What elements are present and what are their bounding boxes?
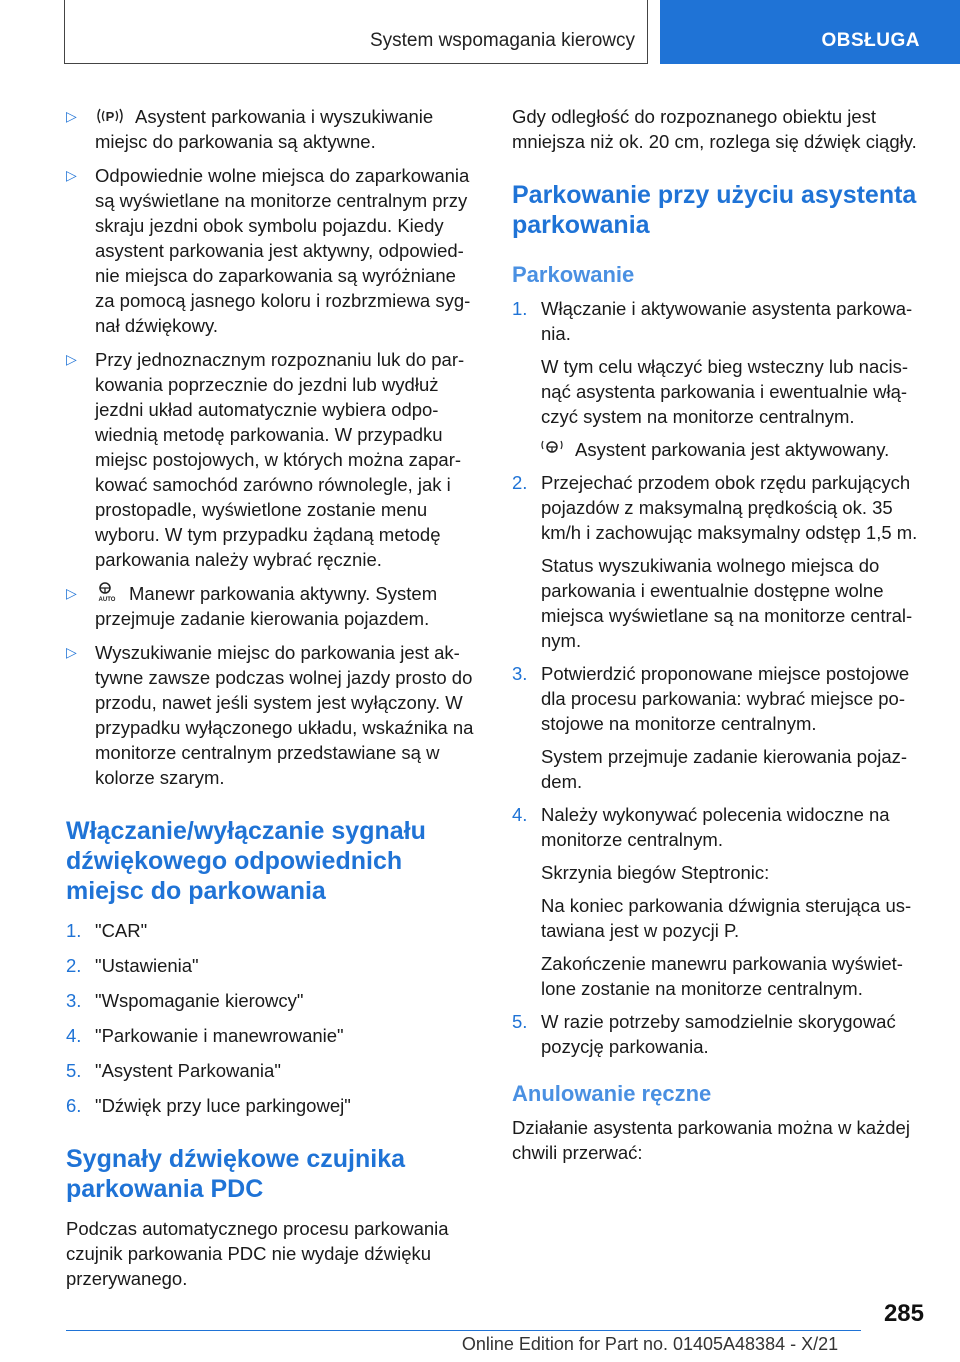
- step-text: System przejmuje zadanie kierowania pojaz-dem.: [541, 746, 908, 792]
- bullet-text: Odpowiednie wolne miejsca do zaparkowania są wyświetlane na monitorze centralnym przy skraju jezdni obok symbolu pojazdu. Kiedy asystent parkowania jest aktywny, odpowied-nie miejsca do zaparkowania są wyróżniane za pomocą jasnego koloru i rozbrzmiewa syg-nał dźwiękowy.: [95, 165, 471, 336]
- step-text: Asystent parkowania jest aktywowany.: [575, 439, 890, 460]
- menu-path-text: "Dźwięk przy luce parkingowej": [95, 1095, 351, 1116]
- step-item: [512, 1009, 930, 1059]
- section-heading: Sygnały dźwiękowe czujnika parkowania PDC: [66, 1145, 406, 1203]
- menu-path-text: "Asystent Parkowania": [95, 1060, 281, 1081]
- paragraph: Gdy odległość do rozpoznanego obiektu jest mniejsza niż ok. 20 cm, rozlega się dźwięk ciągły.: [512, 106, 917, 152]
- header-box: [64, 0, 648, 64]
- step-number: 4.: [66, 1025, 82, 1046]
- paragraph: Podczas automatycznego procesu parkowania czujnik parkowania PDC nie wydaje dźwięku przerywanego.: [66, 1218, 449, 1289]
- footer-edition: [0, 1334, 960, 1355]
- step-number: 2.: [512, 472, 528, 493]
- menu-path-item: [66, 953, 478, 978]
- step-number: 3.: [66, 990, 82, 1011]
- menu-path-item: [66, 1058, 478, 1083]
- page-number: 285: [883, 1300, 924, 1327]
- paragraph: Działanie asystenta parkowania można w każdej chwili przerwać:: [512, 1117, 910, 1163]
- svg-text:P: P: [105, 109, 115, 124]
- bullet-item: [66, 347, 478, 572]
- step-number: 1.: [66, 920, 82, 941]
- step-number: 6.: [66, 1095, 82, 1116]
- left-column: [66, 104, 478, 1291]
- edition-text: Online Edition for Part no. 01405A48384 - X/21: [461, 1334, 839, 1354]
- bullet-triangle-icon: ▷: [66, 167, 77, 183]
- chapter-tab: [660, 0, 960, 64]
- menu-path-item: [66, 1023, 478, 1048]
- step-number: 5.: [66, 1060, 82, 1081]
- bullet-text: Przy jednoznacznym rozpoznaniu luk do par-kowania poprzecznie do jezdni lub wydłuż jezdni układ automatycznie wybiera odpo-wiednią metodę parkowania. W przypadku miejsc postojowych, w których można zapar-kować samochód zarówno równolegle, jak i prostopadle, wyświetlone zostanie menu wyboru. W tym przypadku żądaną metodę parkowania należy wybrać ręcznie.: [95, 349, 465, 570]
- step-text: Zakończenie manewru parkowania wyświet-lone zostanie na monitorze centralnym.: [541, 953, 903, 999]
- subheading: Parkowanie: [512, 262, 635, 287]
- step-text: W razie potrzeby samodzielnie skorygować pozycję parkowania.: [541, 1011, 896, 1057]
- bullet-item: [66, 581, 478, 631]
- step-number: 3.: [512, 663, 528, 684]
- footer-divider: [66, 1330, 861, 1331]
- step-text: W tym celu włączyć bieg wsteczny lub nacis-nąć asystenta parkowania i ewentualnie włą-czyć system na monitorze centralnym.: [541, 356, 909, 427]
- step-item: [512, 802, 930, 1001]
- svg-text:AUTO: AUTO: [98, 597, 116, 603]
- section-heading: Włączanie/wyłączanie sygnału dźwiękowego odpowiednich miejsc do parkowania: [66, 817, 426, 905]
- bullet-text: Wyszukiwanie miejsc do parkowania jest ak-tywne zawsze podczas wolnej jazdy prosto do przodu, nawet jeśli system jest wyłączony. W przypadku wyłączonego układu, wskaźnika na monitorze centralnym przedstawiane są w kolorze szarym.: [95, 642, 474, 788]
- menu-path-item: [66, 988, 478, 1013]
- step-number: 4.: [512, 804, 528, 825]
- bullet-triangle-icon: ▷: [66, 351, 77, 367]
- step-text: Potwierdzić proponowane miejsce postojowe dla procesu parkowania: wybrać miejsce po-stojowe na monitorze centralnym.: [541, 663, 910, 734]
- steering-auto-icon: [95, 581, 119, 603]
- menu-path-text: "Wspomaganie kierowcy": [95, 990, 304, 1011]
- step-text: Przejechać przodem obok rzędu parkujących pojazdów z maksymalną prędkością ok. 35 km/h i zachowując maksymalny odstęp 1,5 m.: [541, 472, 918, 543]
- right-column: [512, 104, 930, 1165]
- menu-path-text: "Parkowanie i manewrowanie": [95, 1025, 344, 1046]
- step-text: Status wyszukiwania wolnego miejsca do parkowania i ewentualnie dostępne wolne miejsca wyświetlane są na monitorze central-nym.: [541, 555, 913, 651]
- step-text: Należy wykonywać polecenia widoczne na monitorze centralnym.: [541, 804, 890, 850]
- bullet-triangle-icon: ▷: [66, 585, 77, 601]
- parking-assistant-icon: [95, 106, 125, 126]
- bullet-triangle-icon: ▷: [66, 108, 77, 124]
- parking-assistant-active-icon: [541, 439, 565, 459]
- bullet-triangle-icon: ▷: [66, 644, 77, 660]
- step-item: [512, 661, 930, 794]
- bullet-item: [66, 640, 478, 790]
- step-number: 5.: [512, 1011, 528, 1032]
- step-number: 1.: [512, 298, 528, 319]
- step-text: Na koniec parkowania dźwignia sterująca us-tawiana jest w pozycji P.: [541, 895, 912, 941]
- bullet-item: [66, 163, 478, 338]
- chapter-tab-label: OBSŁUGA: [821, 30, 920, 51]
- step-item: [512, 296, 930, 462]
- section-heading: Parkowanie przy użyciu asystenta parkowania: [512, 181, 917, 239]
- menu-path-text: "Ustawienia": [95, 955, 199, 976]
- step-text: Włączanie i aktywowanie asystenta parkowa-nia.: [541, 298, 913, 344]
- bullet-text: Asystent parkowania i wyszukiwanie miejsc do parkowania są aktywne.: [95, 106, 434, 152]
- menu-path-text: "CAR": [95, 920, 148, 941]
- bullet-item: [66, 104, 478, 154]
- section-title: System wspomagania kierowcy: [369, 30, 635, 51]
- step-item: [512, 470, 930, 653]
- subheading: Anulowanie ręczne: [512, 1081, 712, 1106]
- step-number: 2.: [66, 955, 82, 976]
- menu-path-item: [66, 918, 478, 943]
- bullet-text: Manewr parkowania aktywny. System przejmuje zadanie kierowania pojazdem.: [95, 583, 438, 629]
- menu-path-item: [66, 1093, 478, 1118]
- step-text: Skrzynia biegów Steptronic:: [541, 862, 770, 883]
